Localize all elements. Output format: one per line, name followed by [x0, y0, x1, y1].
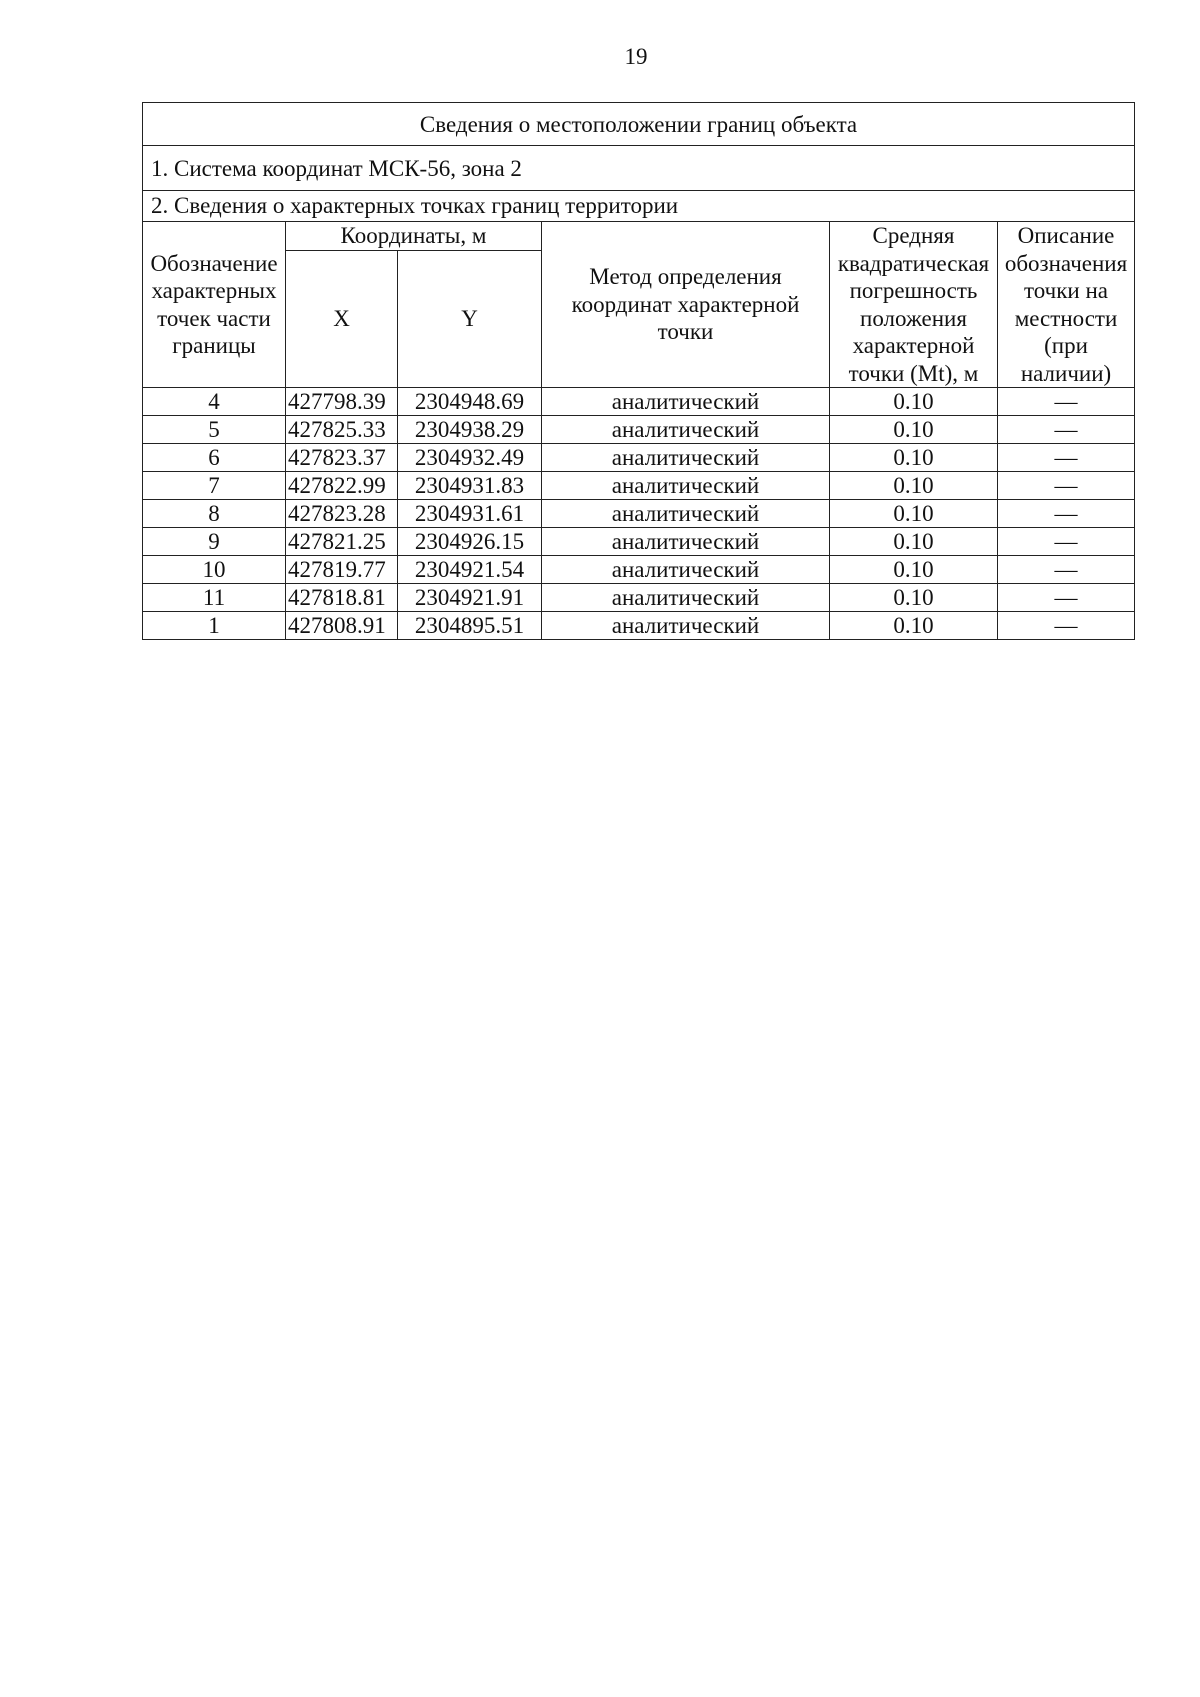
table-row [143, 528, 1135, 556]
cell-method: аналитический [542, 500, 830, 528]
cell-point: 1 [143, 612, 286, 640]
cell-error: 0.10 [830, 528, 998, 556]
table-row [143, 444, 1135, 472]
cell-x: 427825.33 [286, 416, 398, 444]
cell-method: аналитический [542, 584, 830, 612]
header-x: X [286, 251, 398, 388]
table-row [143, 612, 1135, 640]
cell-y: 2304938.29 [398, 416, 542, 444]
cell-y: 2304931.61 [398, 500, 542, 528]
cell-description: — [998, 584, 1135, 612]
header-description: Описание обозначения точки на местности (при наличии) [998, 222, 1135, 388]
table-title-row [143, 103, 1135, 146]
table-row [143, 584, 1135, 612]
cell-description: — [998, 388, 1135, 416]
cell-point: 6 [143, 444, 286, 472]
cell-error: 0.10 [830, 612, 998, 640]
section-2-row [143, 191, 1135, 222]
cell-description: — [998, 612, 1135, 640]
points-section: 2. Сведения о характерных точках границ территории [143, 191, 1135, 222]
cell-method: аналитический [542, 444, 830, 472]
cell-x: 427818.81 [286, 584, 398, 612]
cell-x: 427821.25 [286, 528, 398, 556]
cell-description: — [998, 416, 1135, 444]
cell-description: — [998, 556, 1135, 584]
cell-description: — [998, 444, 1135, 472]
cell-method: аналитический [542, 556, 830, 584]
cell-point: 8 [143, 500, 286, 528]
table-row [143, 500, 1135, 528]
cell-x: 427823.37 [286, 444, 398, 472]
cell-y: 2304931.83 [398, 472, 542, 500]
table-row [143, 556, 1135, 584]
cell-y: 2304948.69 [398, 388, 542, 416]
cell-error: 0.10 [830, 444, 998, 472]
cell-x: 427808.91 [286, 612, 398, 640]
coordinate-system-section: 1. Система координат МСК-56, зона 2 [143, 146, 1135, 191]
header-coordinates: Координаты, м [286, 222, 542, 251]
section-1-row [143, 146, 1135, 191]
cell-error: 0.10 [830, 556, 998, 584]
header-y: Y [398, 251, 542, 388]
cell-point: 10 [143, 556, 286, 584]
cell-x: 427819.77 [286, 556, 398, 584]
cell-point: 5 [143, 416, 286, 444]
cell-y: 2304921.54 [398, 556, 542, 584]
header-method: Метод определения координат характерной точки [542, 222, 830, 388]
cell-point: 11 [143, 584, 286, 612]
table-title: Сведения о местоположении границ объекта [143, 103, 1135, 146]
cell-method: аналитический [542, 612, 830, 640]
cell-error: 0.10 [830, 472, 998, 500]
header-row-1 [143, 222, 1135, 251]
cell-y: 2304926.15 [398, 528, 542, 556]
cell-error: 0.10 [830, 500, 998, 528]
cell-y: 2304921.91 [398, 584, 542, 612]
boundary-points-table [142, 102, 1135, 640]
cell-error: 0.10 [830, 416, 998, 444]
cell-x: 427798.39 [286, 388, 398, 416]
cell-description: — [998, 500, 1135, 528]
cell-x: 427822.99 [286, 472, 398, 500]
cell-method: аналитический [542, 416, 830, 444]
table-row [143, 472, 1135, 500]
cell-x: 427823.28 [286, 500, 398, 528]
cell-point: 4 [143, 388, 286, 416]
cell-method: аналитический [542, 388, 830, 416]
cell-y: 2304932.49 [398, 444, 542, 472]
cell-point: 7 [143, 472, 286, 500]
table-row [143, 416, 1135, 444]
cell-error: 0.10 [830, 584, 998, 612]
cell-point: 9 [143, 528, 286, 556]
cell-description: — [998, 472, 1135, 500]
header-point: Обозначение характерных точек части границы [143, 222, 286, 388]
cell-error: 0.10 [830, 388, 998, 416]
table-row [143, 388, 1135, 416]
cell-method: аналитический [542, 528, 830, 556]
cell-method: аналитический [542, 472, 830, 500]
cell-y: 2304895.51 [398, 612, 542, 640]
page-number: 19 [624, 44, 648, 69]
cell-description: — [998, 528, 1135, 556]
header-error: Средняя квадратическая погрешность положения характерной точки (Mt), м [830, 222, 998, 388]
